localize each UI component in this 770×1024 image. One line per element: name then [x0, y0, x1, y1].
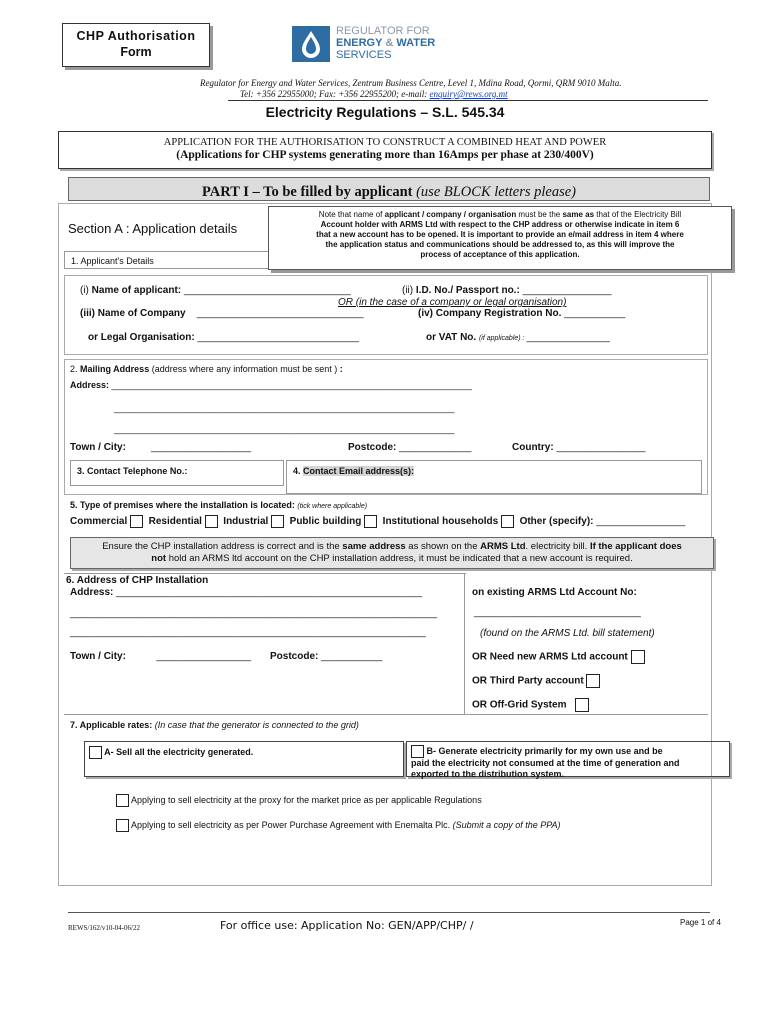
rate-option-b[interactable]: [406, 741, 730, 777]
id-blank: ________________: [522, 285, 612, 296]
installation-town-blank: _________________: [156, 651, 252, 662]
company-blank: ______________________________: [196, 308, 364, 319]
mailing-town-blank: __________________: [150, 442, 252, 453]
premises-option-commercial[interactable]: [70, 516, 143, 527]
email-link[interactable]: enquiry@rews.org.mt: [429, 89, 508, 99]
account-number-label: on existing ARMS Ltd Account No:: [472, 587, 637, 598]
note-l1e: that of the Electricity Bill: [594, 210, 682, 219]
section-a-title: Section A : Application details: [68, 221, 238, 236]
notice-l2b: hold an ARMS ltd account on the CHP installation address, it must be indicated that a new account is required.: [166, 553, 633, 564]
form-title-box: [62, 23, 210, 67]
mailing-postcode-label: Postcode:: [348, 442, 400, 453]
mailing-town-label: Town / City:: [70, 442, 126, 453]
part1-title: PART I – To be filled by applicant: [202, 184, 413, 200]
company-label: (iii) Name of Company: [80, 308, 186, 319]
installation-address-blank: _______________________________________________________: [116, 587, 423, 598]
new-account-option[interactable]: [472, 650, 645, 664]
header-divider: [228, 100, 708, 101]
applicant-name-label: Name of applicant:: [91, 285, 184, 296]
installation-address-line2[interactable]: __________________________________________________________________: [70, 608, 438, 619]
proxy-label: Applying to sell electricity at the proxy for the market price as per applicable Regulations: [131, 794, 482, 805]
phone-box[interactable]: [70, 460, 284, 486]
id-label: I.D. No./ Passport no.:: [415, 285, 523, 296]
reg-blank: ___________: [564, 308, 626, 319]
premises-option-public[interactable]: [290, 516, 377, 527]
notice-l1b: same address: [342, 541, 406, 552]
rate-option-a[interactable]: [84, 741, 404, 777]
applicant-details-box: [64, 251, 269, 269]
rate-b-checkbox[interactable]: [411, 745, 424, 758]
id-passport-field[interactable]: [402, 285, 612, 296]
email-label: Contact Email address(s):: [303, 466, 415, 476]
logo-line3: SERVICES: [336, 49, 392, 61]
rates-heading: [70, 720, 359, 730]
vat-note: (if applicable) :: [478, 335, 527, 342]
application-line2: (Applications for CHP systems generating more than 16Amps per phase at 230/400V): [176, 149, 594, 161]
off-grid-checkbox[interactable]: [575, 698, 589, 712]
ppa-label: Applying to sell electricity as per Power Purchase Agreement with Enemalta Plc.: [131, 819, 453, 830]
logo-line1: REGULATOR FOR: [336, 25, 430, 37]
installation-address-field[interactable]: [70, 587, 422, 598]
part1-note: (use BLOCK letters please): [416, 184, 576, 200]
form-title-line2: Form: [120, 45, 152, 59]
ppa-option[interactable]: [116, 819, 561, 832]
off-grid-label: OR Off-Grid System: [472, 699, 567, 711]
form-title-line1: CHP Authorisation: [76, 29, 196, 43]
ppa-note: (Submit a copy of the PPA): [452, 819, 561, 830]
industrial-checkbox[interactable]: [271, 515, 284, 528]
note-l4: the application status and communications should be addressed to, as this will improve the: [325, 240, 675, 249]
footer-rule: [68, 912, 710, 913]
rate-a-checkbox[interactable]: [89, 746, 102, 759]
notice-l1a: Ensure the CHP installation address is correct and is the: [102, 541, 343, 552]
mailing-country-field[interactable]: [512, 442, 645, 453]
industrial-label: Industrial: [223, 516, 269, 528]
commercial-checkbox[interactable]: [130, 515, 143, 528]
installation-address-line3[interactable]: ________________________________________________________________: [70, 627, 426, 638]
applicant-name-field[interactable]: [80, 285, 351, 296]
mailing-address-field[interactable]: [70, 380, 472, 390]
applicant-name-blank: ______________________________: [183, 285, 351, 296]
regulator-address: Regulator for Energy and Water Services, Zentrum Business Centre, Level 1, Mdina Road, Qormi, QRM 9010 Malta.: [200, 78, 622, 88]
installation-postcode-label: Postcode:: [270, 651, 322, 662]
note-l1c: must be the: [516, 210, 563, 219]
note-l3: that a new account has to be opened. It is important to provide an e/mail address in item 4 where: [316, 230, 684, 239]
premises-heading: [70, 500, 367, 510]
note-l2: Account holder with ARMS Ltd with respect to the CHP address or otherwise indicate in item 6: [320, 220, 680, 229]
premises-note: (tick where applicable): [297, 503, 368, 510]
mailing-heading: [70, 364, 343, 374]
mailing-country-blank: ________________: [556, 442, 646, 453]
mailing-postcode-blank: _____________: [399, 442, 472, 453]
office-use: For office use: Application No: GEN/APP/CHP/ /: [220, 919, 474, 932]
note-l1a: Note that name of: [318, 210, 385, 219]
contact-prefix: Tel: +356 22955000; Fax: +356 22955200; e-mail:: [240, 89, 430, 99]
company-name-field[interactable]: [80, 308, 364, 319]
rates-title: 7. Applicable rates:: [70, 720, 155, 730]
installation-town-label: Town / City:: [70, 651, 126, 662]
applicant-details-label: 1. Applicant's Details: [71, 256, 154, 266]
premises-option-institutional[interactable]: [383, 516, 514, 527]
name-note-box: [268, 206, 732, 270]
public-building-checkbox[interactable]: [364, 515, 377, 528]
logo-water: WATER: [396, 37, 436, 49]
rate-b-line3: exported to the distribution system.: [411, 769, 565, 779]
commercial-label: Commercial: [70, 516, 128, 528]
rate-b-line1: B- Generate electricity primarily for my own use and be: [426, 745, 663, 756]
part1-bar: [68, 177, 710, 201]
page-number: Page 1 of 4: [680, 918, 721, 927]
email-num: 4.: [293, 466, 304, 476]
third-party-checkbox[interactable]: [586, 674, 600, 688]
third-party-option[interactable]: [472, 674, 600, 688]
water-drop-icon: [292, 26, 330, 62]
rews-logo: [292, 26, 462, 66]
notice-l2a: not: [151, 553, 167, 564]
installation-postcode-field[interactable]: [270, 651, 382, 662]
premises-option-industrial[interactable]: [223, 516, 284, 527]
form-code: REWS/162/v10-04-06/22: [68, 924, 140, 932]
mailing-address-label: Address:: [70, 380, 112, 390]
regulation-title: Electricity Regulations – S.L. 545.34: [265, 104, 505, 120]
premises-option-other[interactable]: [520, 516, 686, 527]
logo-energy: ENERGY: [336, 37, 383, 49]
mailing-country-label: Country:: [512, 442, 557, 453]
mailing-address-line3[interactable]: ____________________________________________________________________: [114, 424, 455, 434]
applicant-name-prefix: (i): [80, 285, 92, 296]
proxy-option[interactable]: [116, 794, 482, 807]
company-reg-field[interactable]: [418, 308, 625, 319]
phone-label: 3. Contact Telephone No.:: [77, 466, 188, 476]
logo-amp: &: [385, 37, 394, 49]
premises-options: [70, 515, 685, 528]
new-account-checkbox[interactable]: [631, 650, 645, 664]
installation-heading: 6. Address of CHP Installation: [66, 575, 209, 586]
legal-blank: _____________________________: [197, 332, 359, 343]
mailing-postcode-field[interactable]: [348, 442, 471, 453]
application-line1: APPLICATION FOR THE AUTHORISATION TO CONSTRUCT A COMBINED HEAT AND POWER: [163, 137, 607, 148]
vat-field[interactable]: [426, 332, 610, 343]
vat-blank: _______________: [526, 332, 610, 343]
ppa-checkbox[interactable]: [116, 819, 129, 832]
rates-note: (In case that the generator is connected to the grid): [154, 720, 359, 730]
installation-divider: [464, 573, 465, 715]
institutional-label: Institutional households: [382, 516, 499, 528]
proxy-checkbox[interactable]: [116, 794, 129, 807]
vat-label: or VAT No.: [426, 332, 477, 343]
installation-postcode-blank: ___________: [321, 651, 383, 662]
notice-l1e: . electricity bill.: [525, 541, 590, 552]
other-label: Other (specify):: [519, 516, 597, 528]
institutional-checkbox[interactable]: [501, 515, 514, 528]
mailing-note: (address where any information must be sent ): [149, 364, 340, 374]
legal-org-field[interactable]: [88, 332, 359, 343]
public-building-label: Public building: [289, 516, 362, 528]
third-party-label: OR Third Party account: [472, 675, 584, 687]
id-prefix: (ii): [402, 285, 416, 296]
residential-label: Residential: [148, 516, 202, 528]
mailing-title: Mailing Address: [80, 364, 150, 374]
premises-title: 5. Type of premises where the installation is located:: [70, 500, 298, 510]
or-company-note: OR (in the case of a company or legal organisation): [338, 297, 567, 308]
residential-checkbox[interactable]: [205, 515, 218, 528]
note-l5: process of acceptance of this application.: [420, 250, 580, 259]
note-l1b: applicant / company / organisation: [384, 210, 517, 219]
account-number-blank[interactable]: ______________________________: [474, 607, 641, 618]
installation-top-rule: [64, 573, 466, 574]
mailing-address-blank: ________________________________________________________________________: [111, 380, 472, 390]
mailing-num: 2.: [70, 364, 81, 374]
account-note: (found on the ARMS Ltd. bill statement): [480, 628, 655, 639]
installation-address-label: Address:: [70, 587, 117, 598]
application-box: [58, 131, 712, 169]
legal-label: or Legal Organisation:: [88, 332, 198, 343]
mailing-address-line2[interactable]: ____________________________________________________________________: [114, 403, 455, 413]
premises-option-residential[interactable]: [149, 516, 218, 527]
new-account-label: OR Need new ARMS Ltd account: [472, 651, 628, 663]
notice-l1c: as shown on the: [405, 541, 481, 552]
notice-l1d: ARMS Ltd: [480, 541, 526, 552]
other-blank: ________________: [596, 516, 686, 528]
address-notice: [70, 537, 714, 569]
regulator-contacts: [240, 89, 508, 99]
installation-town-field[interactable]: [70, 651, 251, 662]
off-grid-option[interactable]: [472, 698, 589, 712]
mailing-town-field[interactable]: [70, 442, 251, 453]
notice-l1f: If the applicant does: [589, 541, 682, 552]
email-box[interactable]: [286, 460, 702, 494]
mailing-colon: :: [339, 364, 343, 374]
reg-label: (iv) Company Registration No.: [418, 308, 562, 319]
rates-top-rule: [64, 714, 708, 715]
note-l1d: same as: [562, 210, 595, 219]
rate-a-label: A- Sell all the electricity generated.: [104, 746, 254, 757]
rate-b-line2: paid the electricity not consumed at the time of generation and: [411, 758, 680, 768]
